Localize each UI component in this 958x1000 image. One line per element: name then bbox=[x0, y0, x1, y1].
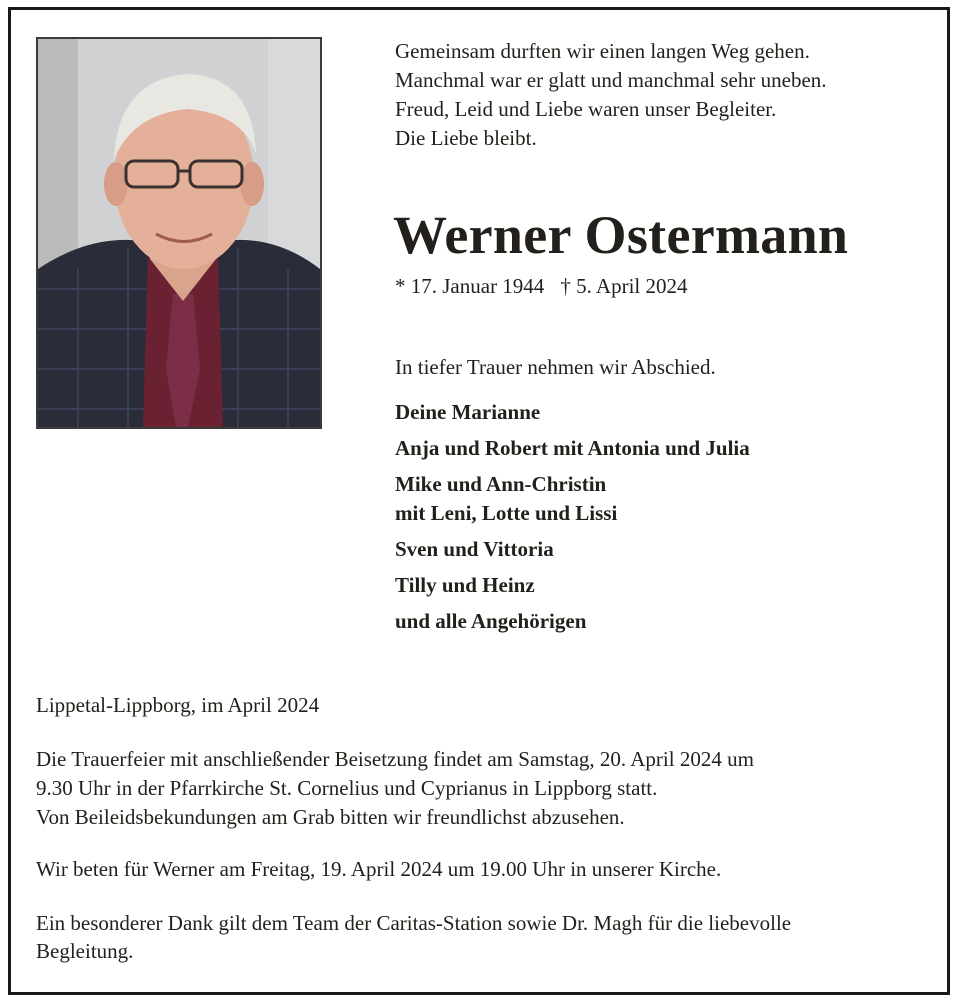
portrait-illustration bbox=[38, 39, 320, 427]
funeral-info-line: Die Trauerfeier mit anschließender Beisetzung findet am Samstag, 20. April 2024 um bbox=[36, 747, 754, 771]
poem-line: Gemeinsam durften wir einen langen Weg gehen. bbox=[395, 39, 810, 63]
family-entry: Deine Marianne bbox=[395, 400, 541, 424]
prayer-info: Wir beten für Werner am Freitag, 19. April 2024 um 19.00 Uhr in unserer Kirche. bbox=[36, 857, 722, 881]
thanks-line: Ein besonderer Dank gilt dem Team der Caritas-Station sowie Dr. Magh für die liebevolle bbox=[36, 911, 792, 935]
family-entry-line: Mike und Ann-Christin bbox=[395, 472, 607, 496]
family-entry: und alle Angehörigen bbox=[395, 609, 587, 633]
poem-line: Manchmal war er glatt und manchmal sehr uneben. bbox=[395, 68, 827, 92]
farewell-text: In tiefer Trauer nehmen wir Abschied. bbox=[395, 355, 716, 379]
thanks-line: Begleitung. bbox=[36, 939, 134, 963]
family-entry: Tilly und Heinz bbox=[395, 573, 535, 597]
poem bbox=[395, 37, 935, 153]
family-entry: Anja und Robert mit Antonia und Julia bbox=[395, 436, 750, 460]
thanks-text bbox=[36, 909, 936, 965]
birth-date: * 17. Januar 1944 bbox=[395, 274, 545, 298]
deceased-name: Werner Ostermann bbox=[393, 205, 849, 265]
family-entry: Sven und Vittoria bbox=[395, 537, 554, 561]
funeral-info-line: Von Beileidsbekundungen am Grab bitten wir freundlichst abzusehen. bbox=[36, 805, 625, 829]
funeral-info bbox=[36, 745, 936, 832]
family-entry-line: mit Leni, Lotte und Lissi bbox=[395, 501, 618, 525]
funeral-info-line: 9.30 Uhr in der Pfarrkirche St. Cornelius und Cyprianus in Lippborg statt. bbox=[36, 776, 658, 800]
portrait-photo bbox=[36, 37, 322, 429]
poem-line: Freud, Leid und Liebe waren unser Begleiter. bbox=[395, 97, 777, 121]
family-list bbox=[395, 398, 935, 643]
family-entry bbox=[395, 470, 935, 528]
life-dates bbox=[395, 272, 687, 300]
death-date: † 5. April 2024 bbox=[560, 274, 688, 298]
place-date: Lippetal-Lippborg, im April 2024 bbox=[36, 693, 320, 717]
poem-line: Die Liebe bleibt. bbox=[395, 126, 537, 150]
